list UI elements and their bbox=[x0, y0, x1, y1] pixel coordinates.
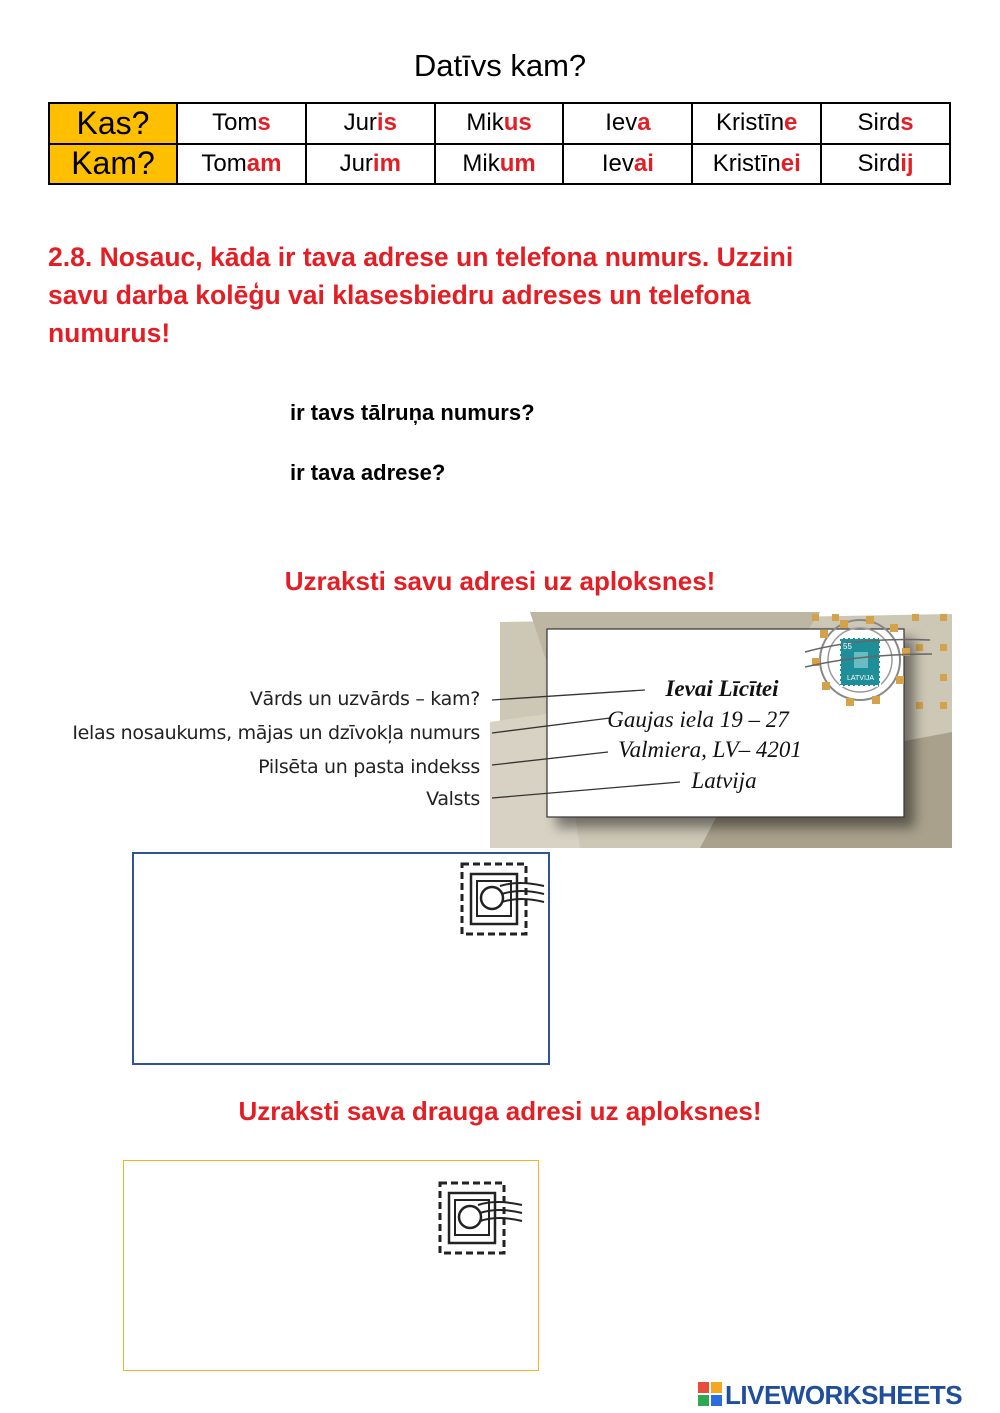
table-cell: Ieva bbox=[563, 103, 692, 144]
own-address-envelope[interactable] bbox=[132, 852, 550, 1065]
logo-badge-icon bbox=[698, 1382, 722, 1406]
table-cell: Toms bbox=[177, 103, 306, 144]
heading-own-address: Uzraksti savu adresi uz aploksnes! bbox=[284, 566, 716, 596]
task-line: 2.8. Nosauc, kāda ir tava adrese un telefona numurs. Uzzini bbox=[48, 242, 794, 272]
table-cell: Tomam bbox=[177, 144, 306, 185]
row-header-kas: Kas? bbox=[49, 103, 177, 144]
table-cell: Mikum bbox=[435, 144, 564, 185]
stamp-country: LATVIJA bbox=[847, 675, 875, 682]
label-country: Valsts bbox=[426, 788, 480, 810]
friend-address-envelope[interactable] bbox=[123, 1160, 539, 1371]
table-cell: Jurim bbox=[306, 144, 435, 185]
label-city: Pilsēta un pasta indekss bbox=[258, 756, 480, 778]
envelope-city: Valmiera, LV– 4201 bbox=[618, 737, 802, 762]
page-title: Datīvs kam? bbox=[413, 48, 587, 83]
postage-stamp-icon bbox=[436, 1179, 526, 1257]
row-header-kam: Kam? bbox=[49, 144, 177, 185]
table-cell: Kristīne bbox=[692, 103, 821, 144]
example-envelope-illustration bbox=[60, 612, 952, 848]
liveworksheets-logo bbox=[698, 1380, 994, 1408]
question-address: ir tava adrese? bbox=[290, 460, 446, 485]
label-street: Ielas nosaukums, mājas un dzīvokļa numurs bbox=[72, 722, 480, 744]
table-row-nominative bbox=[49, 103, 950, 144]
task-line: savu darba kolēģu vai klasesbiedru adreses un telefona bbox=[48, 280, 751, 310]
table-cell: Ievai bbox=[563, 144, 692, 185]
stamp-value: 55 bbox=[843, 642, 852, 651]
task-instruction bbox=[48, 238, 948, 352]
table-cell: Mikus bbox=[435, 103, 564, 144]
envelope-country: Latvija bbox=[691, 768, 757, 793]
brand-name: LIVEWORKSHEETS bbox=[725, 1380, 963, 1410]
table-row-dative bbox=[49, 144, 950, 185]
postage-stamp-icon bbox=[458, 860, 548, 938]
task-line: numurus! bbox=[48, 318, 171, 348]
question-phone: ir tavs tālruņa numurs? bbox=[290, 400, 535, 425]
table-cell: Sirdij bbox=[821, 144, 950, 185]
heading-friend-address: Uzraksti sava drauga adresi uz aploksnes! bbox=[238, 1096, 762, 1126]
label-name: Vārds un uzvārds – kam? bbox=[249, 688, 480, 710]
envelope-name: Ievai Līcītei bbox=[665, 676, 779, 701]
envelope-street: Gaujas iela 19 – 27 bbox=[607, 707, 789, 732]
logo-badge-text bbox=[698, 1410, 700, 1411]
table-cell: Kristīnei bbox=[692, 144, 821, 185]
table-cell: Juris bbox=[306, 103, 435, 144]
table-cell: Sirds bbox=[821, 103, 950, 144]
declension-table bbox=[48, 102, 951, 185]
